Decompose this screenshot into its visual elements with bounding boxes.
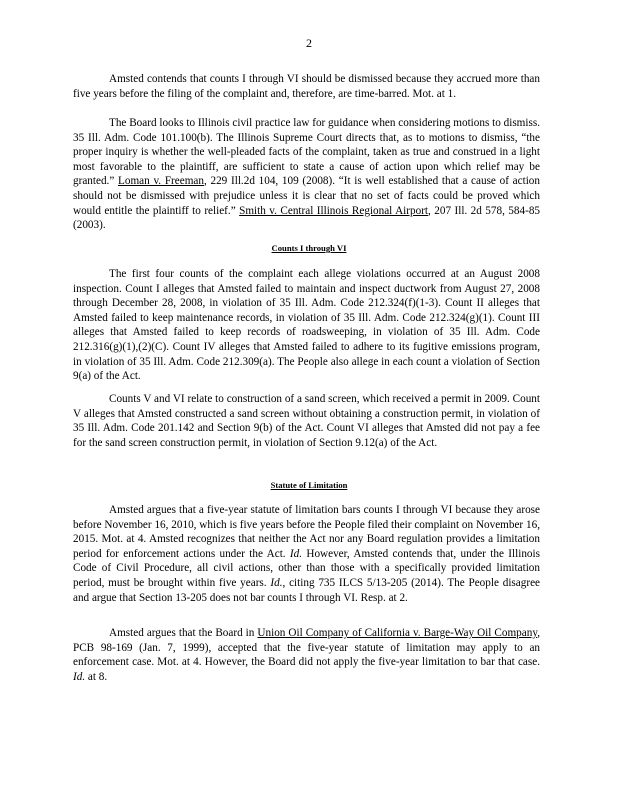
id-citation: Id. [289, 547, 303, 560]
section-heading-counts [0, 241, 618, 256]
section-heading-statute [0, 478, 618, 493]
text-segment: , PCB 98-169 (Jan. 7, 1999), accepted that the five-year statute of limitation may apply to an enforcement case. Mot. at 4. However, the Board did not apply the five-year limitation to bar that case. [73, 627, 540, 669]
paragraph-counts-one-to-four: The first four counts of the complaint each allege violations occurred at an August 2008 inspection. Count I alleges that Amsted failed to maintain and inspect ductwork from August 27, 2008 through December 28, 2008, in violation of 35 Ill. Adm. Code 212.324(f)(1-3). Count II alleges that Amsted failed to keep maintenance records, in violation of 35 Ill. Adm. Code 212.324(g)(1). Count III alleges that Amsted failed to keep records of roadsweeping, in violation of 35 Ill. Adm. Code 212.316(g)(1),(2)(C). Count IV alleges that Amsted failed to adhere to its fugitive emissions program, in violation of 35 Ill. Adm. Code 212.309(a). The People also allege in each count a violation of Section 9(a) of the Act. [73, 268, 540, 383]
page-number: 2 [306, 36, 312, 50]
id-citation: Id. [270, 576, 283, 589]
paragraph-counts-five-six: Counts V and VI relate to construction of a sand screen, which received a permit in 2009. Count V alleges that Amsted constructed a sand screen without obtaining a construction permit, in violation of 35 Ill. Adm. Code 201.142 and Section 9(b) of the Act. Count VI alleges that Amsted did not pay a fee for the sand screen construction permit, in violation of Section 9.12(a) of the Act. [73, 393, 540, 449]
text-segment: Amsted argues that the Board in [109, 627, 258, 639]
text-segment: However, Amsted contends that, under the Illinois Code of Civil Procedure, all civil actions, other than those with a specifically provided limitation period, must be brought within five years. [73, 547, 540, 589]
text-segment: The Board looks to Illinois civil practice law for guidance when considering motions to dismiss. 35 Ill. Adm. Code 101.100(b). The Illinois Supreme Court directs that, as to motions to dismiss, “the proper inquiry is whether the well-pleaded facts of the complaint, taken as true and construed in a light most favorable to the plaintiff, are sufficient to state a cause of action upon which relief may be granted.” [73, 117, 540, 188]
paragraph-standard-of-review [73, 116, 540, 233]
text-segment: , citing 735 ILCS 5/13-205 (2014). The People disagree and argue that Section 13-205 does not bar counts I through VI. Resp. at 2. [73, 576, 540, 604]
text-segment: at 8. [85, 670, 108, 683]
text-segment: Amsted argues that a five-year statute of limitation bars counts I through VI because they arose before November 16, 2010, which is five years before the People filed their complaint on November 16, 2015. Mot. at 4. Amsted recognizes that neither the Act nor any Board regulation provides a limitation period for enforcement actions under the Act. [73, 504, 540, 560]
id-citation: Id. [73, 670, 86, 683]
text-segment: , 229 Ill.2d 104, 109 (2008). “It is well established that a cause of action should not be dismissed with prejudice unless it is clear that no set of facts could be proved which would entitle the plaintiff to relief.” [73, 175, 540, 217]
heading-text: Counts I through VI [271, 243, 347, 253]
paragraph-statute-argument [73, 503, 540, 605]
case-citation-loman: Loman v. Freeman [118, 175, 204, 188]
text-segment: , 207 Ill. 2d 578, 584-85 (2003). [73, 204, 541, 232]
heading-text: Statute of Limitation [270, 480, 348, 490]
paragraph-union-oil [73, 626, 540, 684]
paragraph-amsted-contends: Amsted contends that counts I through VI should be dismissed because they accrued more than five years before the filing of the complaint and, therefore, are time-barred. Mot. at 1. [73, 73, 540, 100]
case-citation-union-oil: Union Oil Company of California v. Barge-Way Oil Company [257, 627, 538, 639]
case-citation-smith: Smith v. Central Illinois Regional Airport [239, 204, 429, 217]
